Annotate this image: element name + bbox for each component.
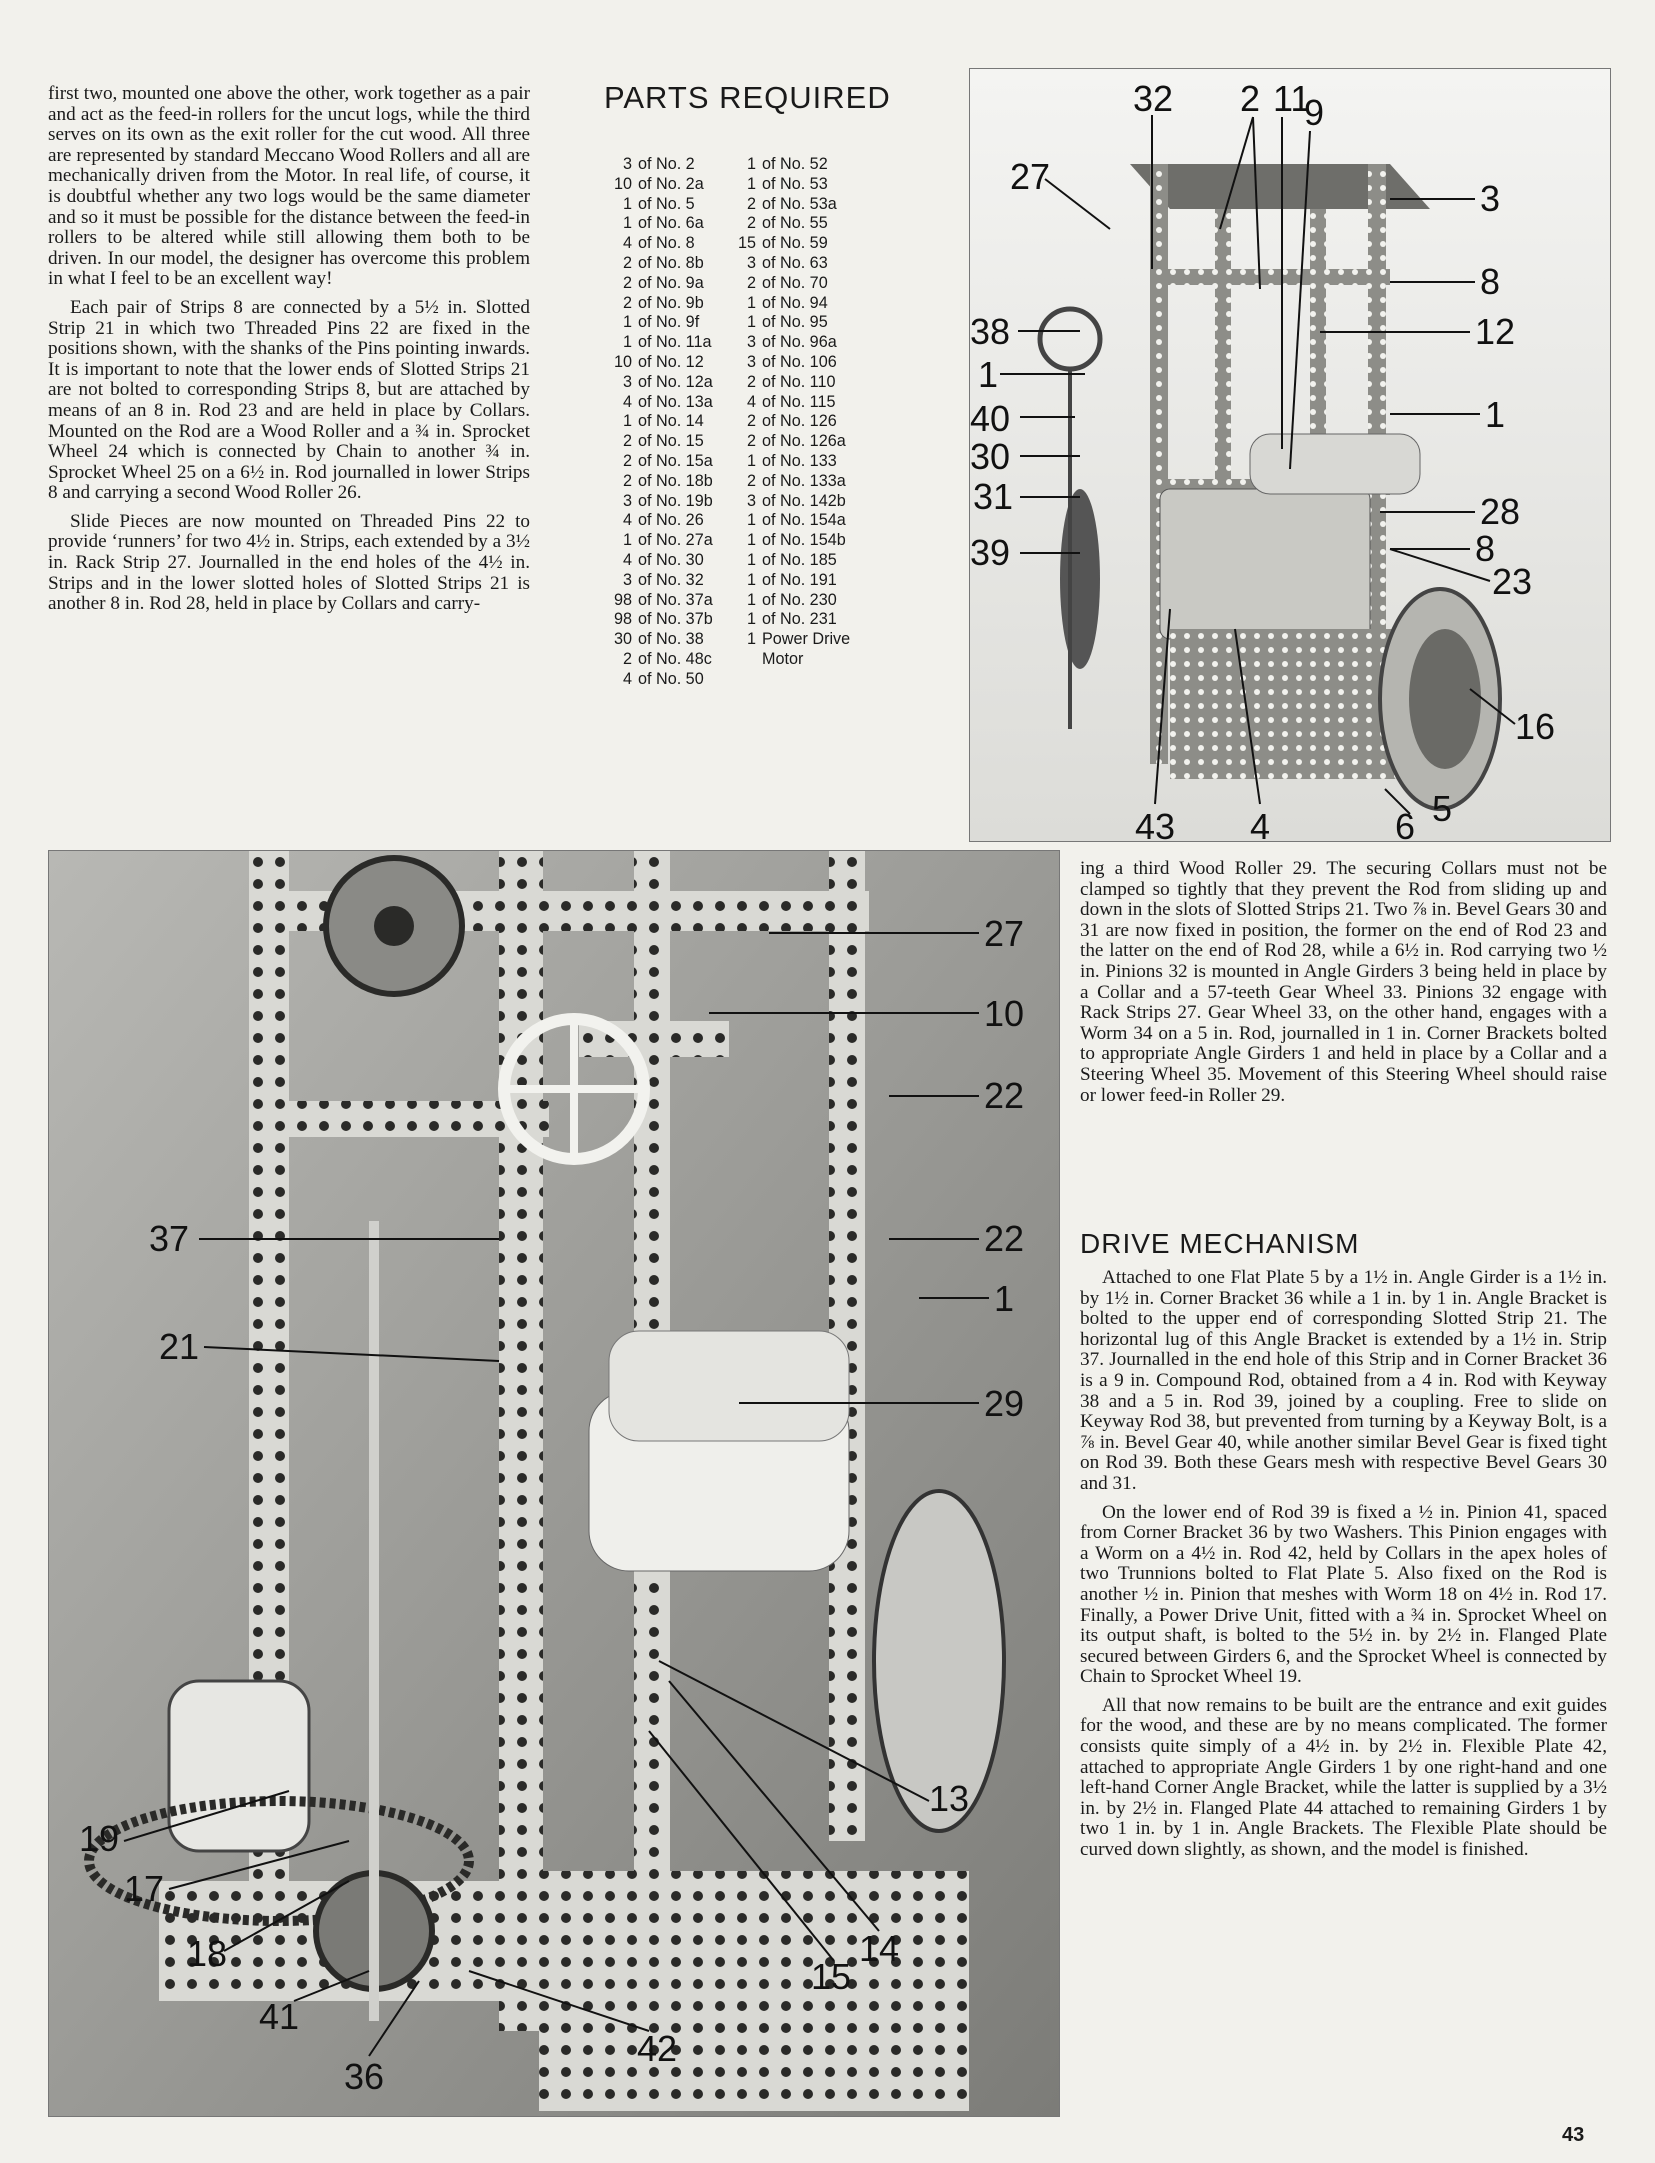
- parts-list-item: [720, 630, 850, 650]
- parts-list-item: [596, 610, 713, 630]
- part-quantity: 3: [622, 372, 632, 391]
- label-3: 3: [1480, 178, 1501, 219]
- parts-list-item: [596, 373, 713, 393]
- part-number: of No. 126: [762, 412, 837, 431]
- page-number: 43: [1562, 2124, 1585, 2146]
- label-19: 19: [79, 1818, 120, 1859]
- part-quantity: 2: [622, 253, 632, 272]
- paragraph: On the lower end of Rod 39 is fixed a ½ in. Pinion 41, spaced from Corner Bracket 36 by two Washers. This Pinion engages with a Worm on a 4½ in. Rod 42, held by Collars in the apex holes of two Trunnions bolted to Flat Plate 5. Also fixed on the Rod is another ½ in. Pinion that meshes with Worm 18 on 4½ in. Rod 17. Finally, a Power Drive Unit, fitted with a ¾ in. Sprocket Wheel on its output shaft, is bolted to the 5½ in. by 2½ in. Flanged Plate secured between Girders 6, and the Sprocket Wheel is connected by Chain to Sprocket Wheel 19.: [1080, 1501, 1607, 1688]
- part-quantity: 2: [746, 372, 756, 391]
- parts-list-item: [596, 432, 713, 452]
- parts-list-item: [720, 333, 850, 353]
- parts-list-item: [720, 373, 850, 393]
- label-8: 8: [1480, 261, 1501, 302]
- label-23: 23: [1492, 561, 1533, 602]
- part-number: Power Drive: [762, 630, 851, 649]
- part-quantity: 3: [622, 155, 632, 173]
- parts-list-item: [720, 195, 850, 215]
- part-number: of No. 191: [762, 570, 837, 589]
- parts-list-item: [720, 313, 850, 333]
- parts-list-item: [720, 571, 850, 591]
- label-5: 5: [1432, 788, 1453, 829]
- label-30: 30: [970, 436, 1011, 477]
- part-quantity: 1: [746, 313, 756, 332]
- model-photo-top: [969, 68, 1611, 842]
- parts-list-item: [720, 511, 850, 531]
- parts-list-item: [596, 234, 713, 254]
- part-quantity: 2: [622, 649, 632, 668]
- part-number: of No. 126a: [762, 432, 846, 451]
- part-quantity: 1: [746, 550, 756, 569]
- label-41: 41: [259, 1996, 300, 2037]
- paragraph: Attached to one Flat Plate 5 by a 1½ in. Angle Girder is a 1½ in. by 1½ in. Corner Bracket 36 while a 1 in. by 1 in. Angle Bracket is bolted to the upper end of corresponding Slotted Strip 21. The horizontal lug of this Angle Bracket is extended by a 1½ in. Strip 37. Journalled in the end hole of this Strip and in Corner Bracket 36 is a 9 in. Compound Rod, obtained from a 4 in. Rod with Keyway 38 and a 5 in. Rod 39, joined by a coupling. Free to slide on Keyway Rod 38, but prevented from turning by a Keyway Bolt, is a ⅞ in. Bevel Gear 40, while another similar Bevel Gear is fixed tight on Rod 39. Both these Gears mesh with respective Bevel Gears 30 and 31.: [1080, 1267, 1607, 1494]
- parts-list-item: [596, 175, 713, 195]
- part-number: of No. 154a: [762, 511, 846, 530]
- parts-list-item: [720, 452, 850, 472]
- part-number: of No. 94: [762, 293, 828, 312]
- part-number: of No. 230: [762, 590, 837, 609]
- part-number: of No. 95: [762, 313, 828, 332]
- part-number: Motor: [762, 649, 804, 668]
- label-39: 39: [970, 532, 1011, 573]
- part-number: of No. 5: [638, 194, 695, 213]
- parts-list-item: [596, 591, 713, 611]
- part-number: of No. 15a: [638, 451, 713, 470]
- part-quantity: 2: [746, 273, 756, 292]
- part-number: of No. 96a: [762, 333, 837, 352]
- part-number: of No. 19b: [638, 491, 713, 510]
- parts-list-item: [596, 551, 713, 571]
- part-quantity: 3: [746, 333, 756, 352]
- part-number: of No. 2: [638, 155, 695, 173]
- part-number: of No. 53a: [762, 194, 837, 213]
- part-quantity: 3: [746, 352, 756, 371]
- part-quantity: 1: [746, 590, 756, 609]
- part-number: of No. 63: [762, 253, 828, 272]
- label-37: 37: [149, 1218, 190, 1259]
- parts-list-item: [720, 155, 850, 175]
- part-quantity: 1: [746, 155, 756, 173]
- part-number: of No. 106: [762, 352, 837, 371]
- part-quantity: 2: [746, 194, 756, 213]
- part-number: of No. 30: [638, 550, 704, 569]
- label-2: 2: [1240, 78, 1261, 119]
- label-1: 1: [978, 354, 999, 395]
- part-number: of No. 37a: [638, 590, 713, 609]
- part-quantity: 2: [746, 432, 756, 451]
- label-28: 28: [1480, 491, 1521, 532]
- parts-list-item: [596, 511, 713, 531]
- label-12: 12: [1475, 311, 1516, 352]
- part-quantity: 1: [746, 511, 756, 530]
- part-quantity: 4: [622, 669, 632, 688]
- parts-list-item: [596, 195, 713, 215]
- label-21: 21: [159, 1326, 200, 1367]
- part-number: of No. 2a: [638, 174, 704, 193]
- parts-list-item: [596, 492, 713, 512]
- label-32: 32: [1133, 78, 1174, 119]
- label-40: 40: [970, 398, 1011, 439]
- label-1: 1: [994, 1278, 1015, 1319]
- label-14: 14: [859, 1928, 900, 1969]
- part-quantity: 1: [622, 412, 632, 431]
- label-27: 27: [1010, 156, 1051, 197]
- part-number: of No. 133: [762, 451, 837, 470]
- parts-list-item: [596, 412, 713, 432]
- part-number: of No. 9f: [638, 313, 700, 332]
- label-18: 18: [187, 1933, 228, 1974]
- parts-list-item: [596, 630, 713, 650]
- part-quantity: 15: [737, 234, 756, 253]
- part-quantity: 1: [622, 194, 632, 213]
- drive-mechanism-text: [1080, 1268, 1607, 1869]
- parts-list-item: [720, 393, 850, 413]
- parts-list-item: [720, 432, 850, 452]
- part-quantity: [720, 650, 756, 670]
- label-29: 29: [984, 1383, 1025, 1424]
- part-quantity: 2: [622, 471, 632, 490]
- part-quantity: 2: [746, 412, 756, 431]
- part-quantity: 4: [622, 392, 632, 411]
- part-number: of No. 18b: [638, 471, 713, 490]
- parts-list-item: [596, 650, 713, 670]
- parts-list-item: [596, 294, 713, 314]
- part-number: of No. 9b: [638, 293, 704, 312]
- part-quantity: 3: [746, 491, 756, 510]
- part-quantity: 2: [746, 471, 756, 490]
- part-number: of No. 26: [638, 511, 704, 530]
- parts-list-item: [720, 353, 850, 373]
- parts-list-item: [596, 313, 713, 333]
- parts-list-item: [720, 650, 850, 670]
- part-quantity: 2: [746, 214, 756, 233]
- model-photo-bottom: [48, 850, 1060, 2117]
- part-quantity: 4: [622, 511, 632, 530]
- part-quantity: 98: [613, 590, 632, 609]
- paragraph: All that now remains to be built are the entrance and exit guides for the wood, and these are by no means complicated. The former consists quite simply of a 4½ in. by 2½ in. Flexible Plate 42, attached to appropriate Angle Girders 1 by one right-hand and one left-hand Corner Angle Bracket, while the latter is supplied by a 3½ in. by 2½ in. Flanged Plate 44 attached to remaining Girders 1 by two 1 in. by 1 in. Angle Brackets. The Flexible Plate should be curved down slightly, as shown, and the model is finished.: [1080, 1694, 1607, 1861]
- label-31: 31: [973, 476, 1014, 517]
- part-number: of No. 27a: [638, 531, 713, 550]
- column-right-text: [1080, 859, 1607, 1114]
- part-number: of No. 9a: [638, 273, 704, 292]
- part-number: of No. 13a: [638, 392, 713, 411]
- part-quantity: 4: [622, 550, 632, 569]
- part-number: of No. 12: [638, 352, 704, 371]
- part-quantity: 1: [746, 531, 756, 550]
- parts-list-item: [720, 551, 850, 571]
- part-number: of No. 15: [638, 432, 704, 451]
- label-22b: 22: [984, 1218, 1025, 1259]
- label-10: 10: [984, 993, 1025, 1034]
- label-6: 6: [1395, 806, 1416, 841]
- drive-mechanism-heading: DRIVE MECHANISM: [1080, 1228, 1360, 1259]
- part-quantity: 3: [622, 491, 632, 510]
- part-quantity: 1: [746, 570, 756, 589]
- part-quantity: 3: [746, 253, 756, 272]
- part-number: of No. 50: [638, 669, 704, 688]
- parts-list-item: [720, 175, 850, 195]
- parts-list-item: [720, 492, 850, 512]
- part-quantity: 98: [613, 610, 632, 629]
- parts-list-item: [596, 274, 713, 294]
- label-9: 9: [1304, 92, 1325, 133]
- paragraph: Slide Pieces are now mounted on Threaded Pins 22 to provide ‘runners’ for two 4½ in. Strips, each extended by a 3½ in. Rack Strip 27. Journalled in the end holes of the 4½ in. Strips and in the lower slotted holes of Slotted Strips 21 is another 8 in. Rod 28, held in place by Collars and carry-: [48, 510, 530, 615]
- label-27: 27: [984, 913, 1025, 954]
- parts-list-left: [596, 155, 713, 690]
- part-quantity: 1: [622, 333, 632, 352]
- label-8b: 8: [1475, 528, 1496, 569]
- label-15: 15: [811, 1956, 852, 1997]
- label-13: 13: [929, 1778, 970, 1819]
- parts-list-right: [720, 155, 850, 670]
- parts-list-item: [720, 234, 850, 254]
- parts-list-item: [720, 591, 850, 611]
- part-number: of No. 32: [638, 570, 704, 589]
- label-1b: 1: [1485, 394, 1506, 435]
- part-number: of No. 52: [762, 155, 828, 173]
- part-quantity: 1: [746, 451, 756, 470]
- label-42: 42: [637, 2028, 678, 2069]
- part-quantity: 4: [622, 234, 632, 253]
- part-quantity: 10: [613, 352, 632, 371]
- parts-list-item: [720, 214, 850, 234]
- label-36: 36: [344, 2056, 385, 2097]
- part-quantity: 1: [746, 293, 756, 312]
- part-number: of No. 185: [762, 550, 837, 569]
- label-16: 16: [1515, 706, 1556, 747]
- part-number: of No. 55: [762, 214, 828, 233]
- part-quantity: 3: [622, 570, 632, 589]
- parts-required-heading: PARTS REQUIRED: [604, 80, 891, 115]
- label-17: 17: [124, 1868, 165, 1909]
- parts-list-item: [596, 254, 713, 274]
- part-quantity: 2: [622, 451, 632, 470]
- parts-list-item: [596, 472, 713, 492]
- label-11: 11: [1273, 78, 1311, 119]
- part-number: of No. 59: [762, 234, 828, 253]
- part-quantity: 4: [746, 392, 756, 411]
- part-quantity: 1: [622, 531, 632, 550]
- part-number: of No. 6a: [638, 214, 704, 233]
- label-22: 22: [984, 1075, 1025, 1116]
- parts-list-item: [596, 214, 713, 234]
- part-quantity: 2: [622, 293, 632, 312]
- part-quantity: 1: [746, 610, 756, 629]
- parts-list-item: [720, 254, 850, 274]
- part-number: of No. 48c: [638, 649, 712, 668]
- parts-list-item: [720, 412, 850, 432]
- part-number: of No. 110: [762, 372, 836, 391]
- part-number: of No. 38: [638, 630, 704, 649]
- paragraph: Each pair of Strips 8 are connected by a 5½ in. Slotted Strip 21 in which two Threaded Pins 22 are fixed in the positions shown, with the shanks of the Pins pointing inwards. It is important to note that the lower ends of Slotted Strips 21 are not bolted to corresponding Strips 8, but are attached by means of an 8 in. Rod 23 and are held in place by Collars. Mounted on the Rod are a Wood Roller and a ¾ in. Sprocket Wheel 24 which is connected by Chain to another ¾ in. Sprocket Wheel 25 on a 6½ in. Rod journalled in lower Strips 8 and carrying a second Wood Roller 26.: [48, 296, 530, 504]
- part-number: of No. 14: [638, 412, 704, 431]
- label-38: 38: [970, 311, 1011, 352]
- paragraph: first two, mounted one above the other, work together as a pair and act as the feed-in rollers for the uncut logs, while the third serves on its own as the exit roller for the cut wood. All three are represented by standard Meccano Wood Rollers and all are mechanically driven from the Motor. In real life, of course, it is doubtful whether any two logs would be the same diameter and so it must be possible for the distance between the feed-in rollers to be altered while still allowing them both to be driven. In our model, the designer has overcome this problem in what I feel to be an excellent way!: [48, 83, 530, 290]
- parts-list-item: [596, 333, 713, 353]
- part-number: of No. 8: [638, 234, 695, 253]
- parts-list-item: [720, 472, 850, 492]
- part-number: of No. 231: [762, 610, 837, 629]
- part-number: of No. 37b: [638, 610, 713, 629]
- column-left-text: [48, 84, 530, 623]
- parts-list-item: [596, 571, 713, 591]
- parts-list-item: [596, 353, 713, 373]
- parts-list-item: [596, 531, 713, 551]
- part-number: of No. 154b: [762, 531, 846, 550]
- part-quantity: 10: [613, 174, 632, 193]
- part-number: of No. 53: [762, 174, 828, 193]
- part-number: of No. 70: [762, 273, 828, 292]
- part-number: of No. 12a: [638, 372, 713, 391]
- part-quantity: 1: [622, 214, 632, 233]
- part-quantity: 2: [622, 273, 632, 292]
- parts-list-item: [596, 452, 713, 472]
- part-quantity: 1: [746, 174, 756, 193]
- part-number: of No. 142b: [762, 491, 846, 510]
- part-quantity: 1: [622, 313, 632, 332]
- paragraph: ing a third Wood Roller 29. The securing Collars must not be clamped so tightly that they prevent the Rod from sliding up and down in the slots of Slotted Strips 21. Two ⅞ in. Bevel Gears 30 and 31 are now fixed in position, the former on the end of Rod 23 and the latter on the end of Rod 28, while a 6½ in. Rod carrying two ½ in. Pinions 32 is mounted in Angle Girders 3 being held in place by a Collar and a 57-teeth Gear Wheel 33. Pinions 32 engage with Rack Strips 27. Gear Wheel 33, on the other hand, engages with a Worm 34 on a 5 in. Rod, journalled in 1 in. Corner Brackets bolted to appropriate Angle Girders 1 and held in place by a Collar and a Steering Wheel 35. Movement of this Steering Wheel should raise or lower feed-in Roller 29.: [1080, 858, 1607, 1106]
- part-quantity: 1: [746, 630, 756, 649]
- parts-list-item: [720, 274, 850, 294]
- part-quantity: 2: [622, 432, 632, 451]
- parts-list-item: [720, 294, 850, 314]
- part-quantity: 30: [613, 630, 632, 649]
- parts-list-item: [596, 155, 713, 175]
- label-4: 4: [1250, 806, 1271, 841]
- label-43: 43: [1135, 806, 1176, 841]
- parts-list-item: [720, 531, 850, 551]
- parts-list-item: [720, 610, 850, 630]
- part-number: of No. 115: [762, 392, 836, 411]
- part-number: of No. 133a: [762, 471, 846, 490]
- part-number: of No. 8b: [638, 253, 704, 272]
- part-number: of No. 11a: [638, 333, 712, 352]
- parts-list-item: [596, 393, 713, 413]
- parts-list-item: [596, 670, 713, 690]
